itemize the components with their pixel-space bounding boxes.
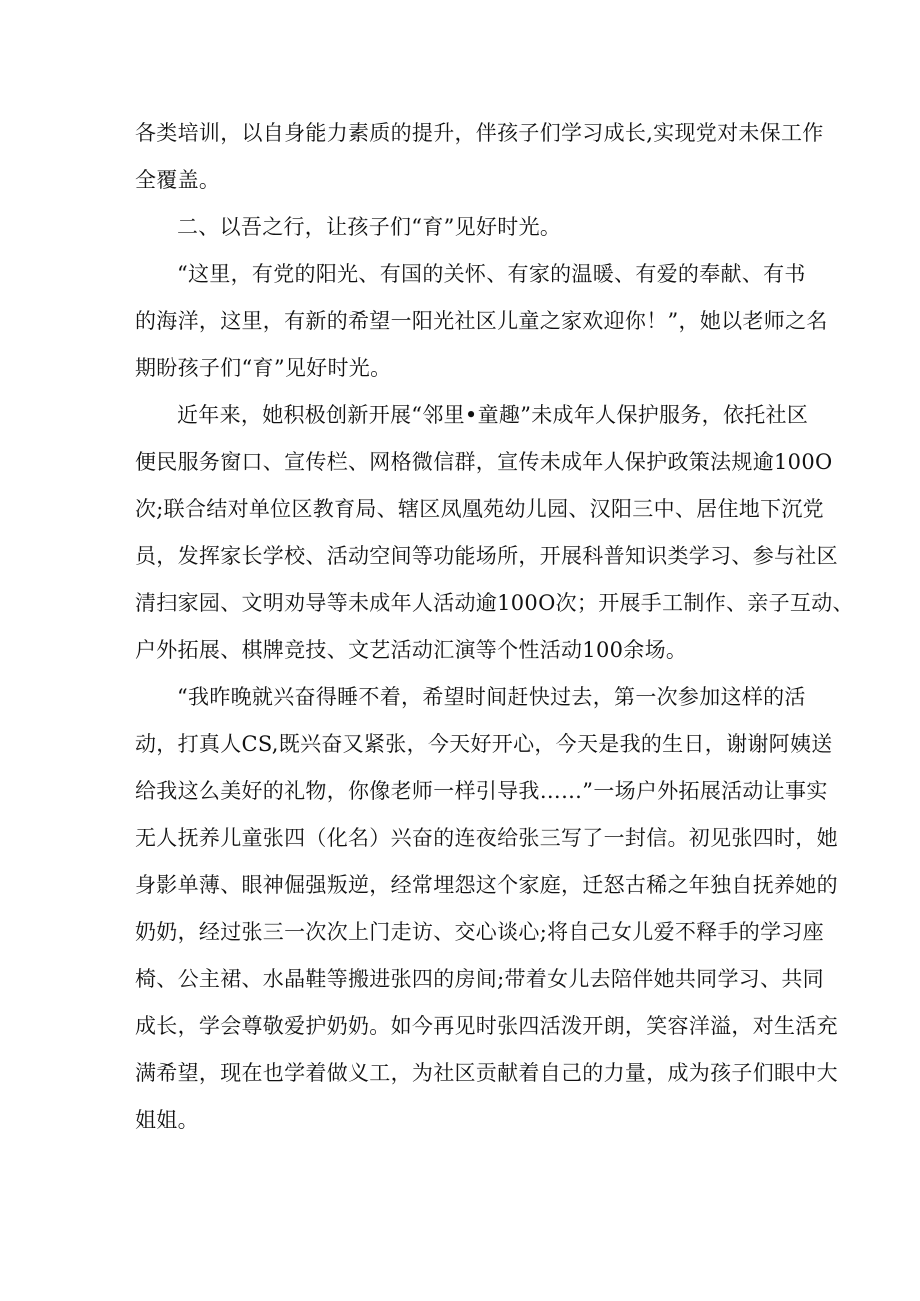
text-line: 无人抚养儿童张四（化名）兴奋的连夜给张三写了一封信。初见张四时，她 (135, 826, 838, 850)
text-line: 椅、公主裙、水晶鞋等搬进张四的房间;带着女儿去陪伴她共同学习、共同 (135, 967, 824, 991)
text-line: “我昨晚就兴奋得睡不着，希望时间赶快过去，第一次参加这样的活 (177, 685, 806, 709)
paragraph-training (135, 110, 824, 204)
text-line: 身影单薄、眼神倔强叛逆，经常埋怨这个家庭，迁怒古稀之年独自抚养她的 (135, 873, 838, 897)
text-line: 全覆盖。 (135, 168, 221, 192)
text-line: 成长，学会尊敬爱护奶奶。如今再见时张四活泼开朗，笑容洋溢，对生活充 (135, 1014, 838, 1038)
text-line: 给我这么美好的礼物，你像老师一样引导我……”一场户外拓展活动让事实 (135, 779, 828, 803)
text-line: 满希望，现在也学着做义工，为社区贡献着自己的力量，成为孩子们眼中大 (135, 1061, 838, 1085)
text-line: 奶奶，经过张三一次次上门走访、交心谈心;将自己女儿爱不释手的学习座 (135, 920, 824, 944)
text-line: 姐姐。 (135, 1108, 199, 1132)
text-line: 的海洋，这里，有新的希望一阳光社区儿童之家欢迎你！”，她以老师之名 (135, 309, 828, 333)
text-line: 各类培训，以自身能力素质的提升，伴孩子们学习成长,实现党对未保工作 (135, 121, 824, 145)
text-line: 动，打真人CS,既兴奋又紧张，今天好开心，今天是我的生日，谢谢阿姨送 (135, 732, 833, 756)
section-heading (135, 204, 795, 251)
text-line: 户外拓展、棋牌竞技、文艺活动汇演等个性活动100余场。 (135, 638, 688, 662)
text-line: 便民服务窗口、宣传栏、网格微信群，宣传未成年人保护政策法规逾100O (135, 450, 833, 474)
text-line: 期盼孩子们“育”见好时光。 (135, 356, 392, 380)
text-line: 清扫家园、文明劝导等未成年人活动逾100O次；开展手工制作、亲子互动、 (135, 591, 854, 615)
paragraph-welcome-quote (135, 251, 828, 392)
paragraph-story (135, 674, 838, 1144)
text-line: 近年来，她积极创新开展“邻里•童趣”未成年人保护服务，依托社区 (177, 403, 809, 427)
text-line: “这里，有党的阳光、有国的关怀、有家的温暖、有爱的奉献、有书 (177, 262, 806, 286)
document-body (135, 110, 854, 1144)
text-line: 二、以吾之行，让孩子们“育”见好时光。 (177, 215, 562, 239)
text-line: 次;联合结对单位区教育局、辖区凤凰苑幼儿园、汉阳三中、居住地下沉党 (135, 497, 824, 521)
text-line: 员，发挥家长学校、活动空间等功能场所，开展科普知识类学习、参与社区 (135, 544, 838, 568)
paragraph-activities (135, 392, 854, 674)
